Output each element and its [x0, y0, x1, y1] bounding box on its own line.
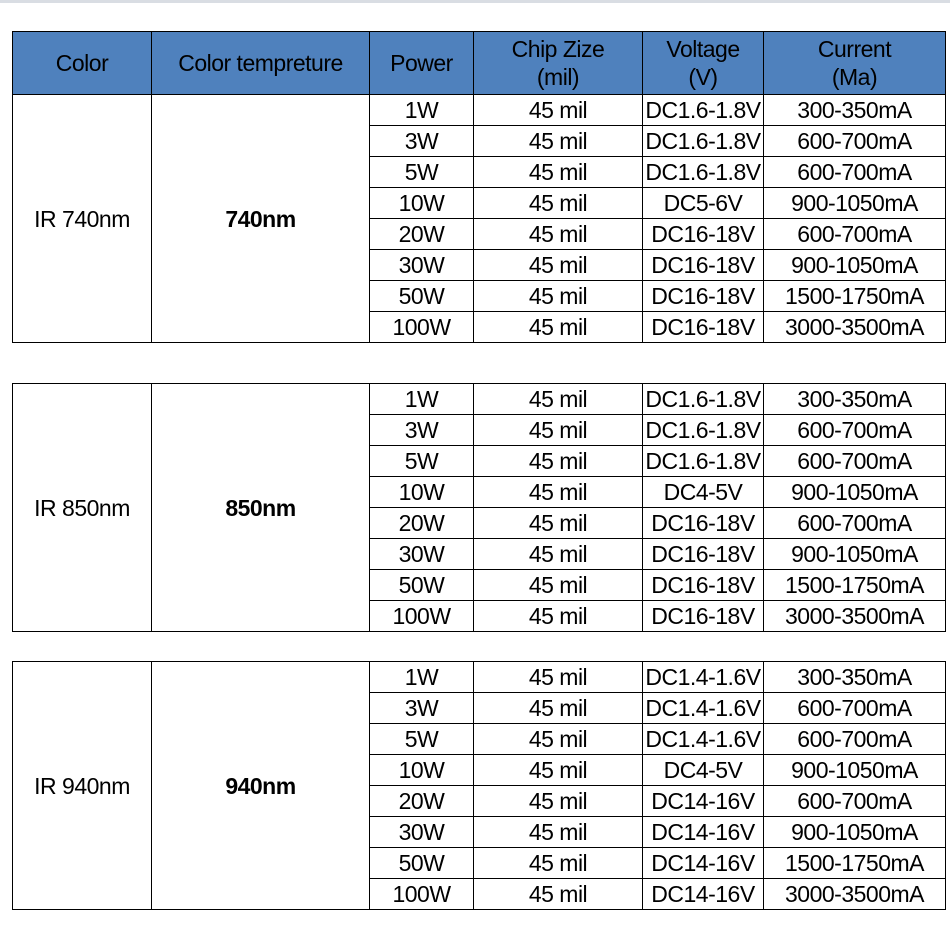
voltage-cell: DC16-18V	[643, 601, 764, 632]
chip-cell: 45 mil	[474, 126, 643, 157]
chip-cell: 45 mil	[474, 539, 643, 570]
chip-cell: 45 mil	[474, 384, 643, 415]
voltage-cell: DC16-18V	[643, 570, 764, 601]
table-row	[13, 662, 946, 693]
voltage-cell: DC5-6V	[643, 188, 764, 219]
power-cell: 100W	[370, 879, 474, 910]
chip-cell: 45 mil	[474, 662, 643, 693]
current-cell: 600-700mA	[764, 786, 946, 817]
current-cell: 600-700mA	[764, 126, 946, 157]
power-cell: 5W	[370, 446, 474, 477]
color-cell: IR 850nm	[13, 384, 152, 632]
spec-table-740nm	[12, 31, 946, 343]
voltage-cell: DC1.6-1.8V	[643, 446, 764, 477]
header-power: Power	[370, 32, 474, 95]
power-cell: 30W	[370, 817, 474, 848]
chip-cell: 45 mil	[474, 848, 643, 879]
top-divider	[0, 0, 950, 3]
current-cell: 900-1050mA	[764, 188, 946, 219]
voltage-cell: DC1.6-1.8V	[643, 415, 764, 446]
chip-cell: 45 mil	[474, 446, 643, 477]
current-cell: 3000-3500mA	[764, 312, 946, 343]
power-cell: 30W	[370, 539, 474, 570]
current-cell: 1500-1750mA	[764, 570, 946, 601]
voltage-cell: DC1.4-1.6V	[643, 662, 764, 693]
power-cell: 50W	[370, 281, 474, 312]
chip-cell: 45 mil	[474, 601, 643, 632]
power-cell: 100W	[370, 312, 474, 343]
table-row	[13, 95, 946, 126]
voltage-cell: DC16-18V	[643, 539, 764, 570]
voltage-cell: DC1.6-1.8V	[643, 157, 764, 188]
voltage-cell: DC16-18V	[643, 312, 764, 343]
power-cell: 5W	[370, 724, 474, 755]
current-cell: 3000-3500mA	[764, 601, 946, 632]
chip-cell: 45 mil	[474, 786, 643, 817]
current-cell: 600-700mA	[764, 446, 946, 477]
current-cell: 1500-1750mA	[764, 281, 946, 312]
header-chip-size: Chip Zize (mil)	[474, 32, 643, 95]
voltage-cell: DC14-16V	[643, 879, 764, 910]
chip-cell: 45 mil	[474, 415, 643, 446]
chip-cell: 45 mil	[474, 250, 643, 281]
power-cell: 100W	[370, 601, 474, 632]
current-cell: 1500-1750mA	[764, 848, 946, 879]
power-cell: 10W	[370, 188, 474, 219]
voltage-cell: DC14-16V	[643, 786, 764, 817]
voltage-cell: DC1.6-1.8V	[643, 95, 764, 126]
color-temperature-cell: 740nm	[152, 95, 370, 343]
power-cell: 20W	[370, 786, 474, 817]
voltage-cell: DC16-18V	[643, 219, 764, 250]
chip-cell: 45 mil	[474, 879, 643, 910]
header-voltage: Voltage (V)	[643, 32, 764, 95]
power-cell: 20W	[370, 508, 474, 539]
chip-cell: 45 mil	[474, 508, 643, 539]
current-cell: 3000-3500mA	[764, 879, 946, 910]
chip-cell: 45 mil	[474, 755, 643, 786]
current-cell: 600-700mA	[764, 508, 946, 539]
chip-cell: 45 mil	[474, 693, 643, 724]
chip-cell: 45 mil	[474, 281, 643, 312]
current-cell: 900-1050mA	[764, 477, 946, 508]
power-cell: 3W	[370, 693, 474, 724]
power-cell: 10W	[370, 477, 474, 508]
power-cell: 50W	[370, 848, 474, 879]
current-cell: 600-700mA	[764, 415, 946, 446]
chip-cell: 45 mil	[474, 817, 643, 848]
power-cell: 50W	[370, 570, 474, 601]
table-header-row	[13, 32, 946, 95]
color-cell: IR 740nm	[13, 95, 152, 343]
current-cell: 300-350mA	[764, 384, 946, 415]
spec-table-940nm	[12, 661, 946, 910]
power-cell: 1W	[370, 95, 474, 126]
current-cell: 600-700mA	[764, 724, 946, 755]
voltage-cell: DC4-5V	[643, 477, 764, 508]
color-cell: IR 940nm	[13, 662, 152, 910]
power-cell: 3W	[370, 126, 474, 157]
power-cell: 30W	[370, 250, 474, 281]
power-cell: 3W	[370, 415, 474, 446]
power-cell: 1W	[370, 662, 474, 693]
power-cell: 1W	[370, 384, 474, 415]
power-cell: 5W	[370, 157, 474, 188]
voltage-cell: DC4-5V	[643, 755, 764, 786]
chip-cell: 45 mil	[474, 157, 643, 188]
chip-cell: 45 mil	[474, 312, 643, 343]
current-cell: 300-350mA	[764, 662, 946, 693]
header-color-temperature: Color tempreture	[152, 32, 370, 95]
header-current: Current (Ma)	[764, 32, 946, 95]
color-temperature-cell: 940nm	[152, 662, 370, 910]
current-cell: 600-700mA	[764, 157, 946, 188]
chip-cell: 45 mil	[474, 724, 643, 755]
voltage-cell: DC16-18V	[643, 281, 764, 312]
current-cell: 900-1050mA	[764, 817, 946, 848]
current-cell: 900-1050mA	[764, 755, 946, 786]
power-cell: 20W	[370, 219, 474, 250]
voltage-cell: DC16-18V	[643, 508, 764, 539]
current-cell: 900-1050mA	[764, 539, 946, 570]
voltage-cell: DC1.4-1.6V	[643, 724, 764, 755]
voltage-cell: DC14-16V	[643, 848, 764, 879]
spec-table-850nm	[12, 383, 946, 632]
current-cell: 600-700mA	[764, 693, 946, 724]
table-row	[13, 384, 946, 415]
voltage-cell: DC1.6-1.8V	[643, 384, 764, 415]
voltage-cell: DC1.6-1.8V	[643, 126, 764, 157]
current-cell: 600-700mA	[764, 219, 946, 250]
current-cell: 900-1050mA	[764, 250, 946, 281]
color-temperature-cell: 850nm	[152, 384, 370, 632]
voltage-cell: DC16-18V	[643, 250, 764, 281]
voltage-cell: DC1.4-1.6V	[643, 693, 764, 724]
chip-cell: 45 mil	[474, 188, 643, 219]
chip-cell: 45 mil	[474, 95, 643, 126]
chip-cell: 45 mil	[474, 570, 643, 601]
chip-cell: 45 mil	[474, 219, 643, 250]
current-cell: 300-350mA	[764, 95, 946, 126]
header-color: Color	[13, 32, 152, 95]
chip-cell: 45 mil	[474, 477, 643, 508]
voltage-cell: DC14-16V	[643, 817, 764, 848]
power-cell: 10W	[370, 755, 474, 786]
